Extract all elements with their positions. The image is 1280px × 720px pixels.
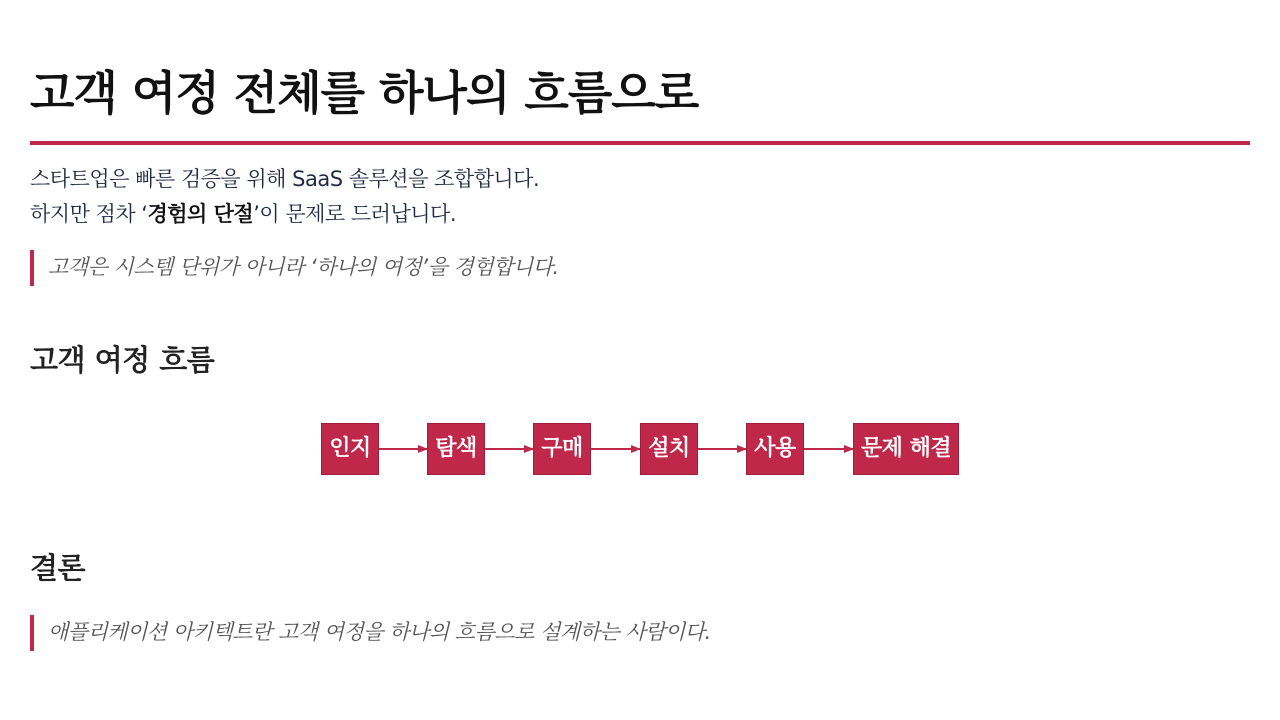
intro-emphasis: 경험의 단절 — [147, 202, 254, 226]
intro-line-2-suffix: ’이 문제로 드러납니다. — [253, 202, 456, 226]
page-title: 고객 여정 전체를 하나의 흐름으로 — [30, 66, 699, 120]
journey-step-purchase: 구매 — [533, 423, 591, 475]
journey-step-installation: 설치 — [640, 423, 698, 475]
key-quote: 고객은 시스템 단위가 아니라 ‘하나의 여정’을 경험합니다. — [30, 250, 559, 286]
journey-heading: 고객 여정 흐름 — [30, 343, 215, 377]
intro-text — [30, 162, 539, 232]
journey-step-problem-solving: 문제 해결 — [853, 423, 959, 475]
intro-line-1: 스타트업은 빠른 검증을 위해 SaaS 솔루션을 조합합니다. — [30, 167, 540, 191]
conclusion-heading: 결론 — [30, 551, 86, 585]
conclusion-quote: 애플리케이션 아키텍트란 고객 여정을 하나의 흐름으로 설계하는 사람이다. — [30, 615, 711, 651]
journey-step-exploration: 탐색 — [427, 423, 485, 475]
journey-step-usage: 사용 — [746, 423, 804, 475]
intro-line-2-prefix: 하지만 점차 ‘ — [30, 202, 148, 226]
intro-line-2 — [30, 197, 539, 232]
slide — [30, 0, 1250, 720]
title-divider — [30, 141, 1250, 145]
journey-step-awareness: 인지 — [321, 423, 379, 475]
